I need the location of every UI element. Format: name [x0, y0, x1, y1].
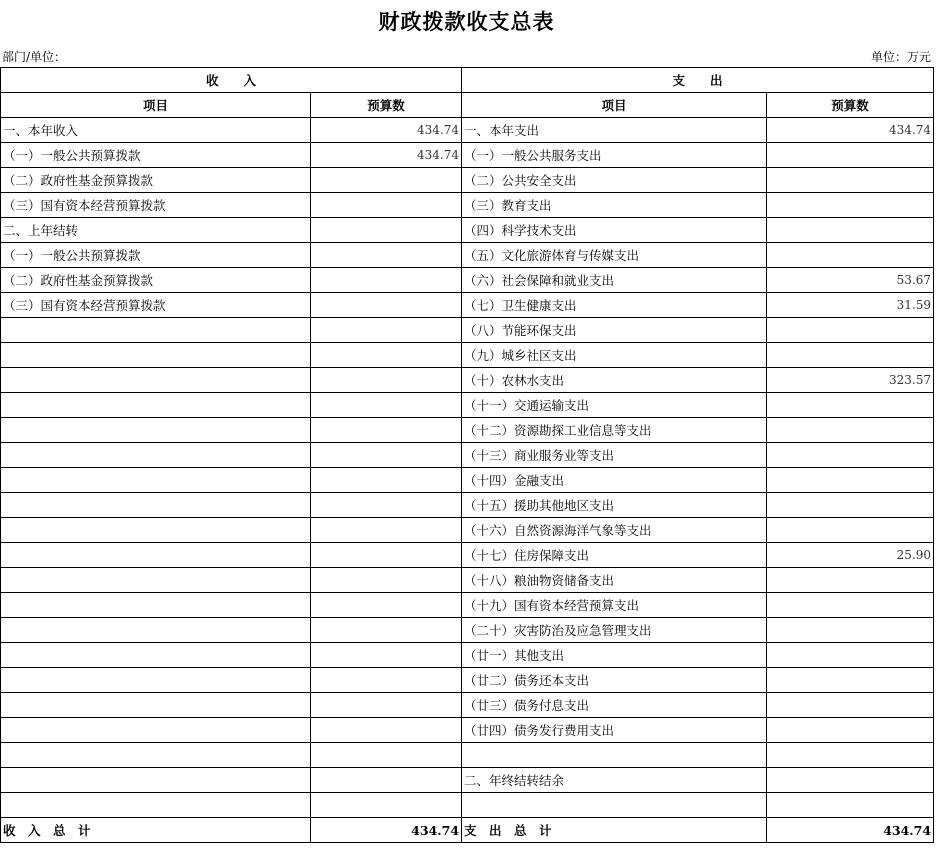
income-item-cell: （二）政府性基金预算拨款 — [1, 168, 311, 193]
income-budget-cell — [311, 543, 462, 568]
income-budget-cell: 434.74 — [311, 118, 462, 143]
page-title: 财政拨款收支总表 — [378, 9, 555, 34]
income-item-cell — [1, 793, 311, 818]
income-item-cell — [1, 493, 311, 518]
expense-budget-cell — [767, 593, 934, 618]
expense-item-cell: （廿四）债务发行费用支出 — [462, 718, 767, 743]
expense-budget-cell — [767, 693, 934, 718]
expense-item-cell — [462, 743, 767, 768]
table-row — [1, 318, 934, 343]
expense-budget-cell: 323.57 — [767, 368, 934, 393]
income-budget-cell — [311, 718, 462, 743]
income-budget-cell — [311, 668, 462, 693]
income-item-cell — [1, 318, 311, 343]
table-row — [1, 268, 934, 293]
income-budget-cell — [311, 493, 462, 518]
table-row — [1, 493, 934, 518]
income-item-cell — [1, 693, 311, 718]
income-budget-cell: 434.74 — [311, 143, 462, 168]
expense-item-cell: （廿三）债务付息支出 — [462, 693, 767, 718]
table-row — [1, 618, 934, 643]
expense-budget-cell — [767, 468, 934, 493]
table-row — [1, 118, 934, 143]
income-budget-col-header: 预算数 — [311, 93, 462, 118]
department-label: 部门/单位： — [2, 50, 67, 64]
expense-item-cell: （六）社会保障和就业支出 — [462, 268, 767, 293]
unit-label: 单位：万元 — [870, 50, 931, 64]
expense-budget-cell — [767, 743, 934, 768]
expense-budget-cell: 434.74 — [767, 118, 934, 143]
expense-budget-cell — [767, 793, 934, 818]
expense-budget-cell — [767, 318, 934, 343]
income-budget-cell — [311, 193, 462, 218]
expense-budget-cell: 25.90 — [767, 543, 934, 568]
income-item-cell: （三）国有资本经营预算拨款 — [1, 293, 311, 318]
income-header: 收 入 — [1, 68, 462, 93]
income-item-cell — [1, 418, 311, 443]
expense-total-value: 434.74 — [767, 818, 934, 843]
income-budget-cell — [311, 168, 462, 193]
table-row — [1, 368, 934, 393]
income-item-cell — [1, 543, 311, 568]
expense-budget-cell — [767, 243, 934, 268]
income-budget-cell — [311, 243, 462, 268]
expense-budget-cell — [767, 768, 934, 793]
income-total-label: 收 入 总 计 — [1, 818, 311, 843]
income-item-cell — [1, 718, 311, 743]
income-item-cell — [1, 618, 311, 643]
expense-item-cell: （十二）资源勘探工业信息等支出 — [462, 418, 767, 443]
income-budget-cell — [311, 568, 462, 593]
table-row — [1, 468, 934, 493]
income-item-cell: （一）一般公共预算拨款 — [1, 143, 311, 168]
income-item-cell: （一）一般公共预算拨款 — [1, 243, 311, 268]
income-budget-cell — [311, 318, 462, 343]
expense-item-cell: （十三）商业服务业等支出 — [462, 443, 767, 468]
expense-item-cell: （廿二）债务还本支出 — [462, 668, 767, 693]
income-budget-cell — [311, 593, 462, 618]
table-row — [1, 193, 934, 218]
income-budget-cell — [311, 743, 462, 768]
expense-budget-cell — [767, 218, 934, 243]
expense-item-col-header: 项目 — [462, 93, 767, 118]
income-budget-cell — [311, 443, 462, 468]
income-budget-cell — [311, 618, 462, 643]
expense-budget-cell — [767, 143, 934, 168]
expense-budget-cell — [767, 618, 934, 643]
expense-budget-cell — [767, 343, 934, 368]
income-item-cell — [1, 768, 311, 793]
expense-item-cell: （九）城乡社区支出 — [462, 343, 767, 368]
income-budget-cell — [311, 643, 462, 668]
expense-item-cell: （十五）援助其他地区支出 — [462, 493, 767, 518]
income-budget-cell — [311, 468, 462, 493]
total-row — [1, 818, 934, 843]
expense-item-cell: 一、本年支出 — [462, 118, 767, 143]
expense-total-label: 支 出 总 计 — [462, 818, 767, 843]
expense-item-cell: （一）一般公共服务支出 — [462, 143, 767, 168]
expense-budget-cell — [767, 568, 934, 593]
table-row — [1, 218, 934, 243]
expense-budget-cell: 53.67 — [767, 268, 934, 293]
income-budget-cell — [311, 693, 462, 718]
income-item-cell: 二、上年结转 — [1, 218, 311, 243]
expense-budget-cell: 31.59 — [767, 293, 934, 318]
income-item-cell — [1, 443, 311, 468]
income-item-cell: （二）政府性基金预算拨款 — [1, 268, 311, 293]
expense-header: 支 出 — [462, 68, 934, 93]
expense-budget-cell — [767, 193, 934, 218]
column-header-row — [1, 93, 934, 118]
expense-item-cell: （十）农林水支出 — [462, 368, 767, 393]
table-row — [1, 643, 934, 668]
table-row — [1, 693, 934, 718]
expense-budget-cell — [767, 518, 934, 543]
expense-item-cell: （十六）自然资源海洋气象等支出 — [462, 518, 767, 543]
income-item-cell: 一、本年收入 — [1, 118, 311, 143]
table-row — [1, 743, 934, 768]
income-budget-cell — [311, 268, 462, 293]
income-total-value: 434.74 — [311, 818, 462, 843]
expense-item-cell: 二、年终结转结余 — [462, 768, 767, 793]
income-item-cell — [1, 568, 311, 593]
expense-item-cell: （十八）粮油物资储备支出 — [462, 568, 767, 593]
table-row — [1, 393, 934, 418]
table-row — [1, 343, 934, 368]
income-item-col-header: 项目 — [1, 93, 311, 118]
table-row — [1, 768, 934, 793]
expense-budget-col-header: 预算数 — [767, 93, 934, 118]
expense-budget-cell — [767, 493, 934, 518]
expense-budget-cell — [767, 418, 934, 443]
income-item-cell — [1, 468, 311, 493]
expense-budget-cell — [767, 668, 934, 693]
income-budget-cell — [311, 293, 462, 318]
expense-item-cell: （四）科学技术支出 — [462, 218, 767, 243]
income-budget-cell — [311, 768, 462, 793]
expense-item-cell: （十七）住房保障支出 — [462, 543, 767, 568]
expense-budget-cell — [767, 643, 934, 668]
expense-item-cell — [462, 793, 767, 818]
budget-table — [0, 67, 934, 843]
income-item-cell — [1, 593, 311, 618]
expense-budget-cell — [767, 718, 934, 743]
table-row — [1, 418, 934, 443]
income-item-cell — [1, 743, 311, 768]
expense-item-cell: （十四）金融支出 — [462, 468, 767, 493]
expense-item-cell: （八）节能环保支出 — [462, 318, 767, 343]
expense-item-cell: （五）文化旅游体育与传媒支出 — [462, 243, 767, 268]
table-row — [1, 568, 934, 593]
expense-budget-cell — [767, 168, 934, 193]
expense-item-cell: （十九）国有资本经营预算支出 — [462, 593, 767, 618]
income-budget-cell — [311, 393, 462, 418]
expense-budget-cell — [767, 443, 934, 468]
table-row — [1, 668, 934, 693]
expense-item-cell: （二十）灾害防治及应急管理支出 — [462, 618, 767, 643]
income-item-cell — [1, 643, 311, 668]
expense-budget-cell — [767, 393, 934, 418]
table-row — [1, 518, 934, 543]
section-header-row — [1, 68, 934, 93]
table-row — [1, 143, 934, 168]
income-item-cell — [1, 368, 311, 393]
table-row — [1, 593, 934, 618]
income-item-cell — [1, 668, 311, 693]
income-budget-cell — [311, 518, 462, 543]
income-budget-cell — [311, 218, 462, 243]
income-item-cell — [1, 518, 311, 543]
table-row — [1, 718, 934, 743]
table-row — [1, 243, 934, 268]
income-budget-cell — [311, 368, 462, 393]
expense-item-cell: （三）教育支出 — [462, 193, 767, 218]
table-row — [1, 168, 934, 193]
income-budget-cell — [311, 793, 462, 818]
table-row — [1, 443, 934, 468]
income-item-cell — [1, 343, 311, 368]
table-row — [1, 793, 934, 818]
table-row — [1, 543, 934, 568]
expense-item-cell: （十一）交通运输支出 — [462, 393, 767, 418]
expense-item-cell: （二）公共安全支出 — [462, 168, 767, 193]
income-item-cell — [1, 393, 311, 418]
expense-item-cell: （七）卫生健康支出 — [462, 293, 767, 318]
table-row — [1, 293, 934, 318]
income-budget-cell — [311, 418, 462, 443]
income-budget-cell — [311, 343, 462, 368]
income-item-cell: （三）国有资本经营预算拨款 — [1, 193, 311, 218]
expense-item-cell: （廿一）其他支出 — [462, 643, 767, 668]
